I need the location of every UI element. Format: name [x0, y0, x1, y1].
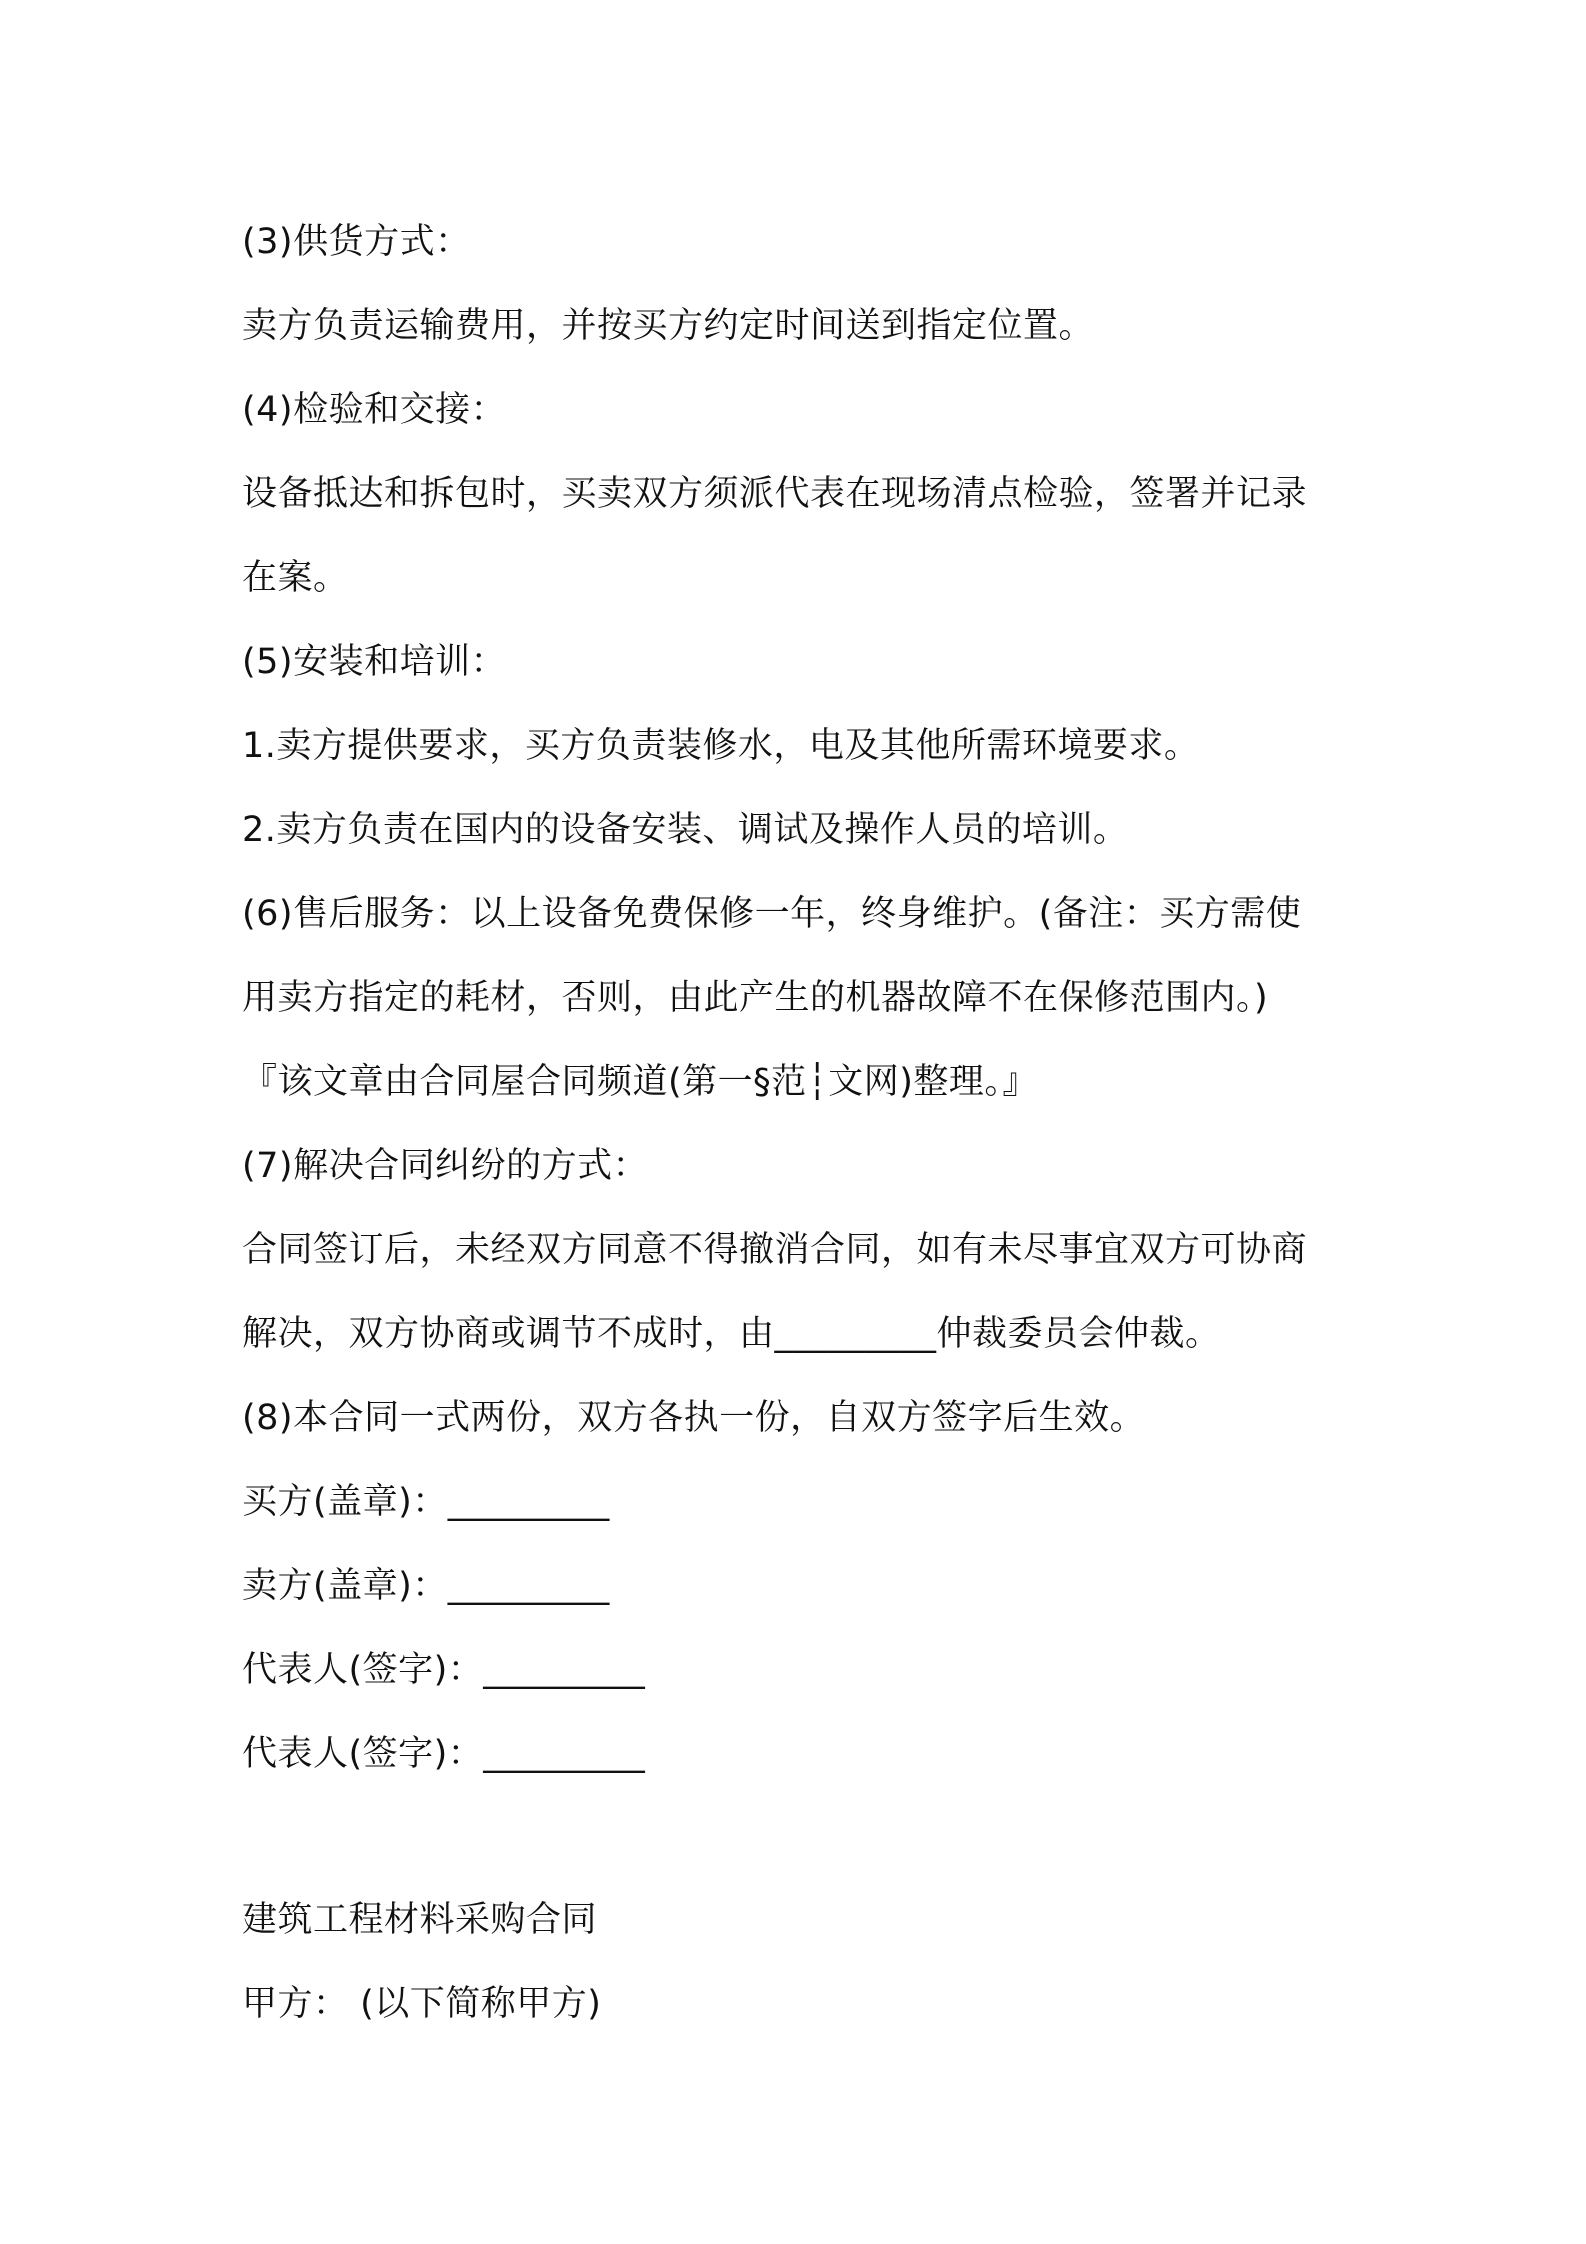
inspection-text-line-1: 设备抵达和拆包时，买卖双方须派代表在现场清点检验，签署并记录 [242, 474, 1308, 514]
after-sales-line-1: (6)售后服务：以上设备免费保修一年，终身维护。(备注：买方需使 [242, 894, 1302, 934]
copies-text: (8)本合同一式两份，双方各执一份，自双方签字后生效。 [242, 1398, 1146, 1438]
after-sales-line-2: 用卖方指定的耗材，否则，由此产生的机器故障不在保修范围内。) [242, 978, 1269, 1018]
representative-signature-2: 代表人(签字)：_________ [242, 1734, 646, 1774]
supply-text: 卖方负责运输费用，并按买方约定时间送到指定位置。 [242, 306, 1095, 346]
inspection-heading: (4)检验和交接： [242, 390, 507, 430]
inspection-text-line-2: 在案。 [242, 558, 349, 598]
dispute-text-line-2: 解决，双方协商或调节不成时，由_________仲裁委员会仲裁。 [242, 1314, 1221, 1354]
dispute-text-line-1: 合同签订后，未经双方同意不得撤消合同，如有未尽事宜双方可协商 [242, 1230, 1308, 1270]
section-spacer [242, 1796, 1372, 1878]
source-note: 『该文章由合同屋合同频道(第一§范┆文网)整理。』 [242, 1062, 1038, 1102]
buyer-seal-field: 买方(盖章)：_________ [242, 1482, 610, 1522]
representative-signature-1: 代表人(签字)：_________ [242, 1650, 646, 1690]
party-a-line: 甲方： (以下简称甲方) [242, 1984, 602, 2024]
document-body [242, 200, 1372, 2046]
seller-seal-field: 卖方(盖章)：_________ [242, 1566, 610, 1606]
install-heading: (5)安装和培训： [242, 642, 507, 682]
next-contract-title: 建筑工程材料采购合同 [242, 1900, 598, 1940]
install-item-2: 2.卖方负责在国内的设备安装、调试及操作人员的培训。 [242, 810, 1129, 850]
install-item-1: 1.卖方提供要求，买方负责装修水，电及其他所需环境要求。 [242, 726, 1200, 766]
supply-heading: (3)供货方式： [242, 222, 471, 262]
dispute-heading: (7)解决合同纠纷的方式： [242, 1146, 649, 1186]
